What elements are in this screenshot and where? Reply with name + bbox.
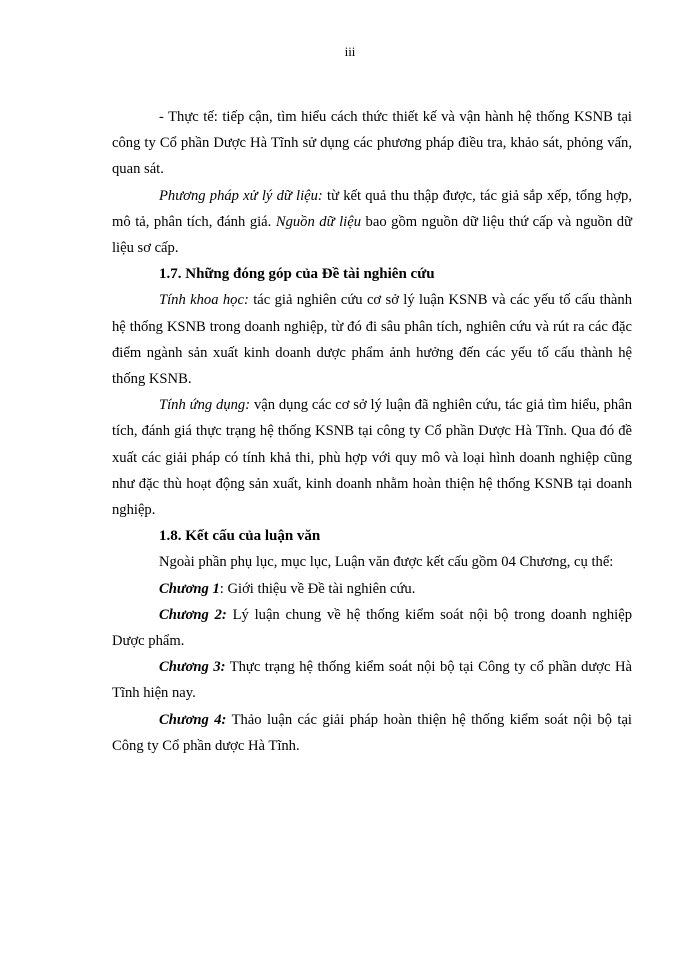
chapter-1-label: Chương 1 [159,580,220,597]
chapter-2-text: Lý luận chung về hệ thống kiểm soát nội bộ trong doanh nghiệp Dược phẩm. [112,606,632,650]
practice-paragraph: - Thực tế: tiếp cận, tìm hiểu cách thức thiết kế và vận hành hệ thống KSNB tại công ty Cổ phần Dược Hà Tĩnh sử dụng các phương pháp điều tra, khảo sát, phỏng vấn, quan sát. [112,109,632,178]
chapter-2-paragraph [112,602,632,654]
applied-text: vận dụng các cơ sở lý luận đã nghiên cứu, tác giả tìm hiểu, phân tích, đánh giá thực trạng hệ thống KSNB tại công ty Cổ phần Dược Hà Tĩnh. Qua đó đề xuất các giải pháp có tính khả thi, phù hợp với quy mô và loại hình doanh nghiệp cũng như đặc thù hoạt động sản xuất, kinh doanh nhằm hoàn thiện hệ thống KSNB tại doanh nghiệp. [112,397,632,519]
method-text-1: từ kết quả thu thập được, tác giả sắp xếp, tổng hợp, mô tả, phân tích, đánh giá. [112,187,632,230]
science-label: Tính khoa học: [159,292,249,309]
source-label: Nguồn dữ liệu [275,213,361,230]
section-1-8-heading: 1.8. Kết cấu của luận văn [159,528,321,545]
chapter-3-label: Chương 3: [159,659,226,676]
page-content [112,104,632,759]
chapter-1-text: : Giới thiệu về Đề tài nghiên cứu. [219,580,416,597]
chapter-4-text: Thảo luận các giải pháp hoàn thiện hệ thống kiểm soát nội bộ tại Công ty Cổ phần dược Hà Tĩnh. [112,711,632,754]
structure-intro: Ngoài phần phụ lục, mục lục, Luận văn được kết cấu gồm 04 Chương, cụ thể: [159,554,614,571]
chapter-1-paragraph [112,576,632,602]
science-paragraph [112,287,632,392]
method-paragraph [112,183,632,262]
applied-label: Tính ứng dụng: [159,397,251,414]
chapter-3-paragraph [112,654,632,706]
method-label: Phương pháp xử lý dữ liệu: [159,187,323,204]
chapter-3-text: Thực trạng hệ thống kiểm soát nội bộ tại Công ty cổ phần dược Hà Tĩnh hiện nay. [112,659,632,702]
chapter-2-label: Chương 2: [159,606,227,623]
section-1-7-heading: 1.7. Những đóng góp của Đề tài nghiên cứu [159,266,435,283]
chapter-4-label: Chương 4: [159,711,227,728]
science-text: tác giả nghiên cứu cơ sở lý luận KSNB và các yếu tố cấu thành hệ thống KSNB trong doanh nghiệp, từ đó đi sâu phân tích, nghiên cứu và rút ra các đặc điểm ngành sản xuất kinh doanh dược phẩm ảnh hưởng đến các yếu tố cấu thành hệ thống KSNB. [112,292,632,388]
method-text-2: bao gồm nguồn dữ liệu thứ cấp và nguồn dữ liệu sơ cấp. [112,213,633,257]
applied-paragraph [112,392,632,523]
page-number: iii [344,44,356,59]
chapter-4-paragraph [112,707,632,759]
